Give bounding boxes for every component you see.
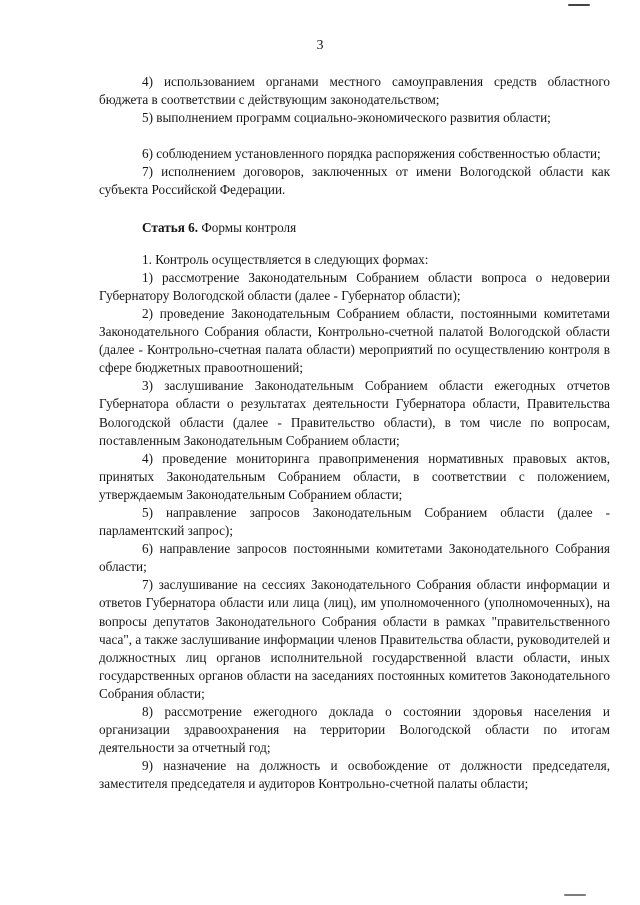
page-number: 3 bbox=[316, 38, 324, 53]
form-item-4: 4) проведение мониторинга правоприменения нормативных правовых актов, принятых Законодательным Собранием области, в соответствии с положением, утверждаемым Законодательным Собранием области; bbox=[99, 450, 610, 502]
form-item-3: 3) заслушивание Законодательным Собранием области ежегодных отчетов Губернатора области о результатах деятельности Губернатора области, Правительства Вологодской области (далее - Правительство области), в том числе по вопросам, поставленным Законодательным Собранием области; bbox=[99, 378, 610, 448]
form-item-6: 6) направление запросов постоянными комитетами Законодательного Собрания области; bbox=[99, 541, 610, 575]
article-number: Статья 6. bbox=[142, 219, 199, 235]
article-title: Формы контроля bbox=[201, 219, 297, 235]
scan-mark-top bbox=[568, 4, 590, 6]
scan-mark-bottom bbox=[564, 894, 586, 896]
form-item-2: 2) проведение Законодательным Собранием области, постоянными комитетами Законодательного Собрания области, Контрольно-счетной палатой Вологодской области (далее - Контрольно-счетная палата области) мероприятий по осуществлению контроля в сфере бюджетных правоотношений; bbox=[99, 305, 610, 376]
paragraph-item-5: 5) выполнением программ социально-экономического развития области; bbox=[142, 110, 551, 126]
paragraph-item-4: 4) использованием органами местного самоуправления средств областного бюджета в соответствии с действующим законодательством; bbox=[99, 74, 610, 108]
paragraph-item-6: 6) соблюдением установленного порядка распоряжения собственностью области; bbox=[142, 146, 601, 162]
form-item-5: 5) направление запросов Законодательным Собранием области (далее - парламентский запрос); bbox=[99, 504, 610, 539]
document-body bbox=[99, 73, 610, 793]
form-item-8: 8) рассмотрение ежегодного доклада о состоянии здоровья населения и организации здравоохранения на территории Вологодской области по итогам деятельности за отчетный год; bbox=[99, 704, 610, 756]
form-item-1: 1) рассмотрение Законодательным Собранием области вопроса о недоверии Губернатору Вологодской области (далее - Губернатор области); bbox=[99, 269, 610, 303]
paragraph-item-7: 7) исполнением договоров, заключенных от имени Вологодской области как субъекта Российской Федерации. bbox=[99, 164, 610, 198]
paragraph-intro: 1. Контроль осуществляется в следующих формах: bbox=[142, 251, 429, 267]
form-item-9: 9) назначение на должность и освобождение от должности председателя, заместителя председателя и аудиторов Контрольно-счетной палаты области; bbox=[99, 758, 610, 792]
article-heading bbox=[99, 219, 610, 237]
form-item-7: 7) заслушивание на сессиях Законодательного Собрания области информации и ответов Губернатора области или лица (лиц), им уполномоченного (уполномоченных), на вопросы депутатов Законодательного Собрания области в рамках "правительственного часа", а также заслушивание информации членов Правительства области, руководителей и должностных лиц органов исполнительной государственной власти области, иных государственных органов области на заседаниях постоянных комитетов Законодательного Собрания области; bbox=[99, 577, 610, 701]
